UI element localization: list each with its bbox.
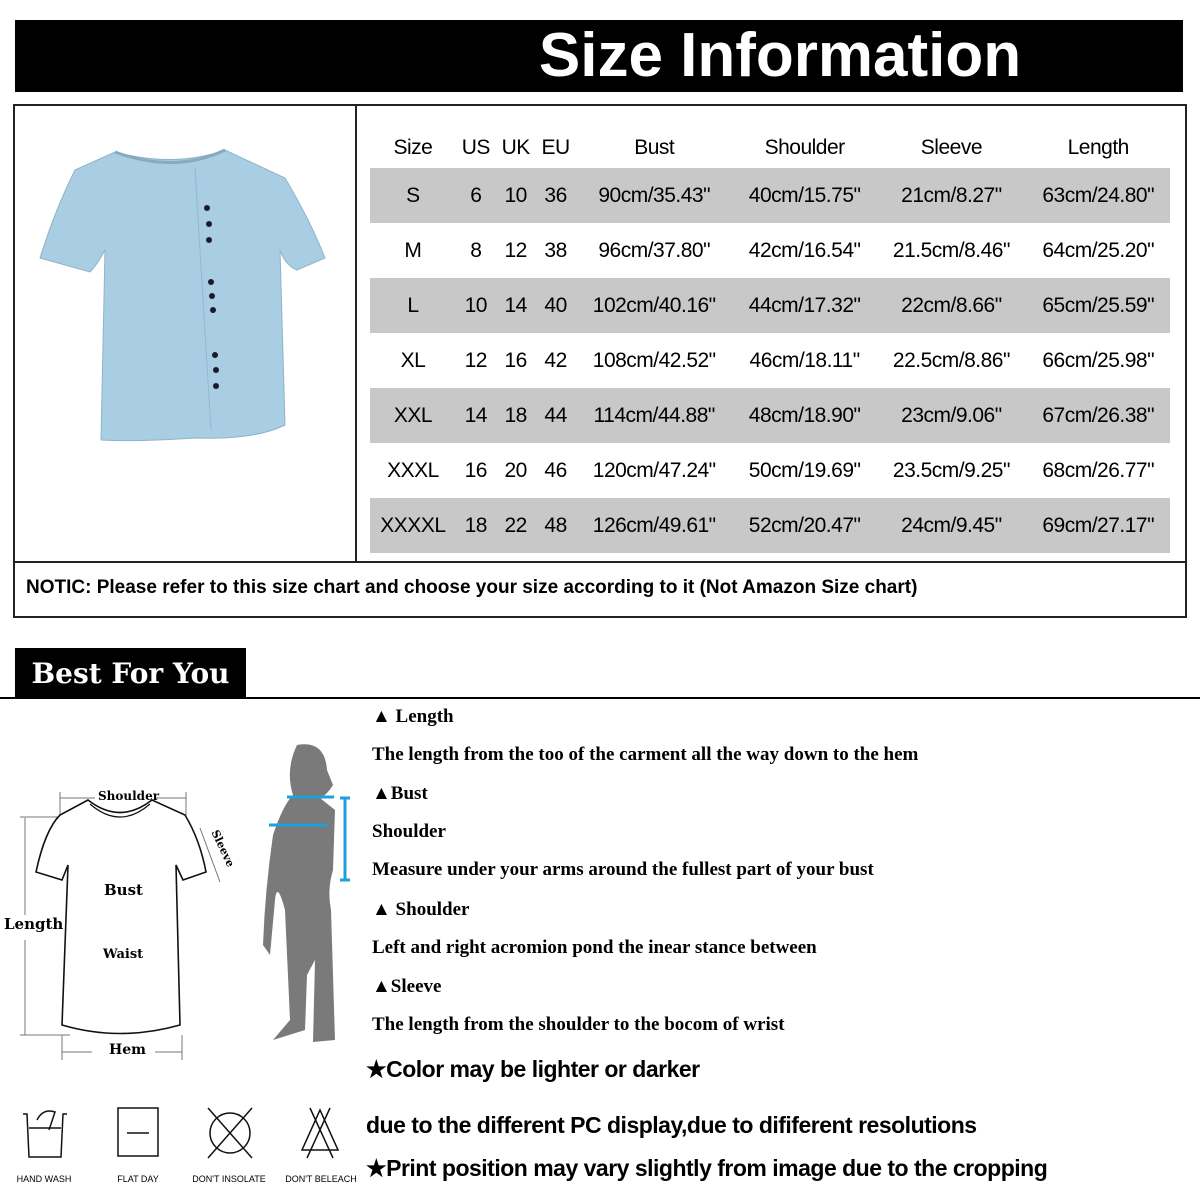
hand-wash-icon (23, 1111, 67, 1157)
care-label: DON'T INSOLATE (192, 1174, 266, 1184)
table-row (370, 278, 1170, 333)
divider (13, 561, 1187, 563)
table-cell: 65cm/25.59" (1026, 278, 1170, 333)
table-cell: 67cm/26.38" (1026, 388, 1170, 443)
table-cell: 23.5cm/9.25" (892, 458, 1010, 482)
table-cell: 63cm/24.80" (1026, 168, 1170, 223)
table-cell: 10 (496, 168, 536, 223)
table-cell: 12 (464, 348, 487, 372)
table-cell: 42cm/16.54" (748, 238, 861, 262)
body-silhouette (255, 740, 365, 1045)
label-sleeve: Sleeve (208, 827, 237, 870)
table-cell: 16 (504, 348, 527, 372)
table-cell: 69cm/27.17" (1026, 498, 1170, 553)
table-cell: 48 (536, 498, 576, 553)
table-cell: 102cm/40.16" (576, 278, 733, 333)
table-cell: 44 (536, 388, 576, 443)
table-cell: 38 (544, 238, 567, 262)
best-for-you-tab: Best For You (15, 648, 246, 698)
do-not-bleach-icon (302, 1108, 338, 1158)
table-cell: 23cm/9.06" (876, 388, 1026, 443)
col-header: Shoulder (764, 136, 845, 159)
table-cell: 20 (504, 458, 527, 482)
table-cell: 21.5cm/8.46" (892, 238, 1010, 262)
table-cell: S (370, 168, 456, 223)
table-cell: 22 (496, 498, 536, 553)
table-row (370, 168, 1170, 223)
table-row (370, 443, 1170, 498)
table-cell: M (404, 238, 422, 262)
label-shoulder: Shoulder (98, 789, 160, 803)
flat-dry-icon (118, 1108, 158, 1156)
table-cell: 18 (456, 498, 496, 553)
table-cell: XXXXL (370, 498, 456, 553)
col-header: Sleeve (920, 136, 983, 159)
col-header: EU (541, 136, 570, 159)
page-title: Size Information (538, 21, 1022, 90)
label-hem: Hem (109, 1042, 146, 1058)
note-line: ★Print position may vary slightly from image due to the cropping (366, 1155, 1048, 1181)
notice-text: NOTIC: Please refer to this size chart and choose your size according to it (Not Amazon Size chart) (26, 577, 918, 598)
table-cell: 14 (456, 388, 496, 443)
table-cell: 36 (536, 168, 576, 223)
size-table (370, 128, 1170, 553)
care-label: FLAT DAY (117, 1174, 159, 1184)
text-line: ▲Bust (372, 783, 428, 804)
table-cell: 16 (464, 458, 487, 482)
table-cell: 108cm/42.52" (592, 348, 716, 372)
table-cell: 52cm/20.47" (733, 498, 876, 553)
table-row (370, 498, 1170, 553)
table-cell: 18 (496, 388, 536, 443)
text-line: Measure under your arms around the fullest part of your bust (372, 859, 874, 880)
table-cell: 120cm/47.24" (592, 458, 716, 482)
table-cell: XXXL (387, 458, 439, 482)
text-line: Shoulder (372, 821, 446, 842)
table-cell: 6 (456, 168, 496, 223)
divider (355, 104, 357, 563)
table-cell: 114cm/44.88" (576, 388, 733, 443)
do-not-tumble-icon (208, 1108, 252, 1158)
table-cell: 96cm/37.80" (598, 238, 711, 262)
divider (0, 697, 1200, 699)
col-header: US (461, 136, 490, 159)
text-line: ▲ Shoulder (372, 899, 470, 920)
table-cell: 21cm/8.27" (876, 168, 1026, 223)
label-length: Length (4, 915, 64, 933)
note-line: due to the different PC display,due to dififerent resolutions (366, 1112, 977, 1138)
note-line: ★Color may be lighter or darker (366, 1056, 700, 1082)
table-cell: 126cm/49.61" (576, 498, 733, 553)
table-cell: 42 (544, 348, 567, 372)
text-line: The length from the too of the carment all the way down to the hem (372, 744, 919, 765)
care-icons (15, 1100, 355, 1165)
table-cell: 14 (496, 278, 536, 333)
text-line: ▲Sleeve (372, 976, 442, 997)
table-cell: 46 (544, 458, 567, 482)
col-header: Length (1067, 136, 1129, 159)
label-waist: Waist (103, 947, 144, 962)
label-bust: Bust (104, 881, 143, 899)
col-header: Size (393, 136, 433, 159)
table-cell: 24cm/9.45" (876, 498, 1026, 553)
text-line: Left and right acromion pond the inear stance between (372, 937, 817, 958)
table-cell: 48cm/18.90" (733, 388, 876, 443)
table-row (370, 223, 1170, 278)
table-cell: 40 (536, 278, 576, 333)
table-cell: 68cm/26.77" (1042, 458, 1155, 482)
table-cell: 40cm/15.75" (733, 168, 876, 223)
table-cell: 44cm/17.32" (733, 278, 876, 333)
care-label: HAND WASH (16, 1174, 72, 1184)
col-header: UK (501, 136, 530, 159)
table-cell: 10 (456, 278, 496, 333)
table-cell: 12 (504, 238, 527, 262)
table-row (370, 388, 1170, 443)
text-line: ▲ Length (372, 706, 454, 727)
table-cell: 22cm/8.66" (876, 278, 1026, 333)
text-line: The length from the shoulder to the bocom of wrist (372, 1014, 785, 1035)
table-cell: XXL (370, 388, 456, 443)
table-cell: 90cm/35.43" (576, 168, 733, 223)
table-cell: 64cm/25.20" (1042, 238, 1155, 262)
col-header: Bust (634, 136, 675, 159)
table-cell: 22.5cm/8.86" (892, 348, 1010, 372)
table-cell: L (370, 278, 456, 333)
table-row (370, 333, 1170, 388)
table-cell: 50cm/19.69" (748, 458, 861, 482)
table-cell: XL (400, 348, 426, 372)
table-cell: 66cm/25.98" (1042, 348, 1155, 372)
table-cell: 46cm/18.11" (749, 348, 860, 372)
care-label: DON'T BELEACH (285, 1174, 357, 1184)
table-cell: 8 (470, 238, 482, 262)
product-shirt-image (35, 140, 335, 450)
